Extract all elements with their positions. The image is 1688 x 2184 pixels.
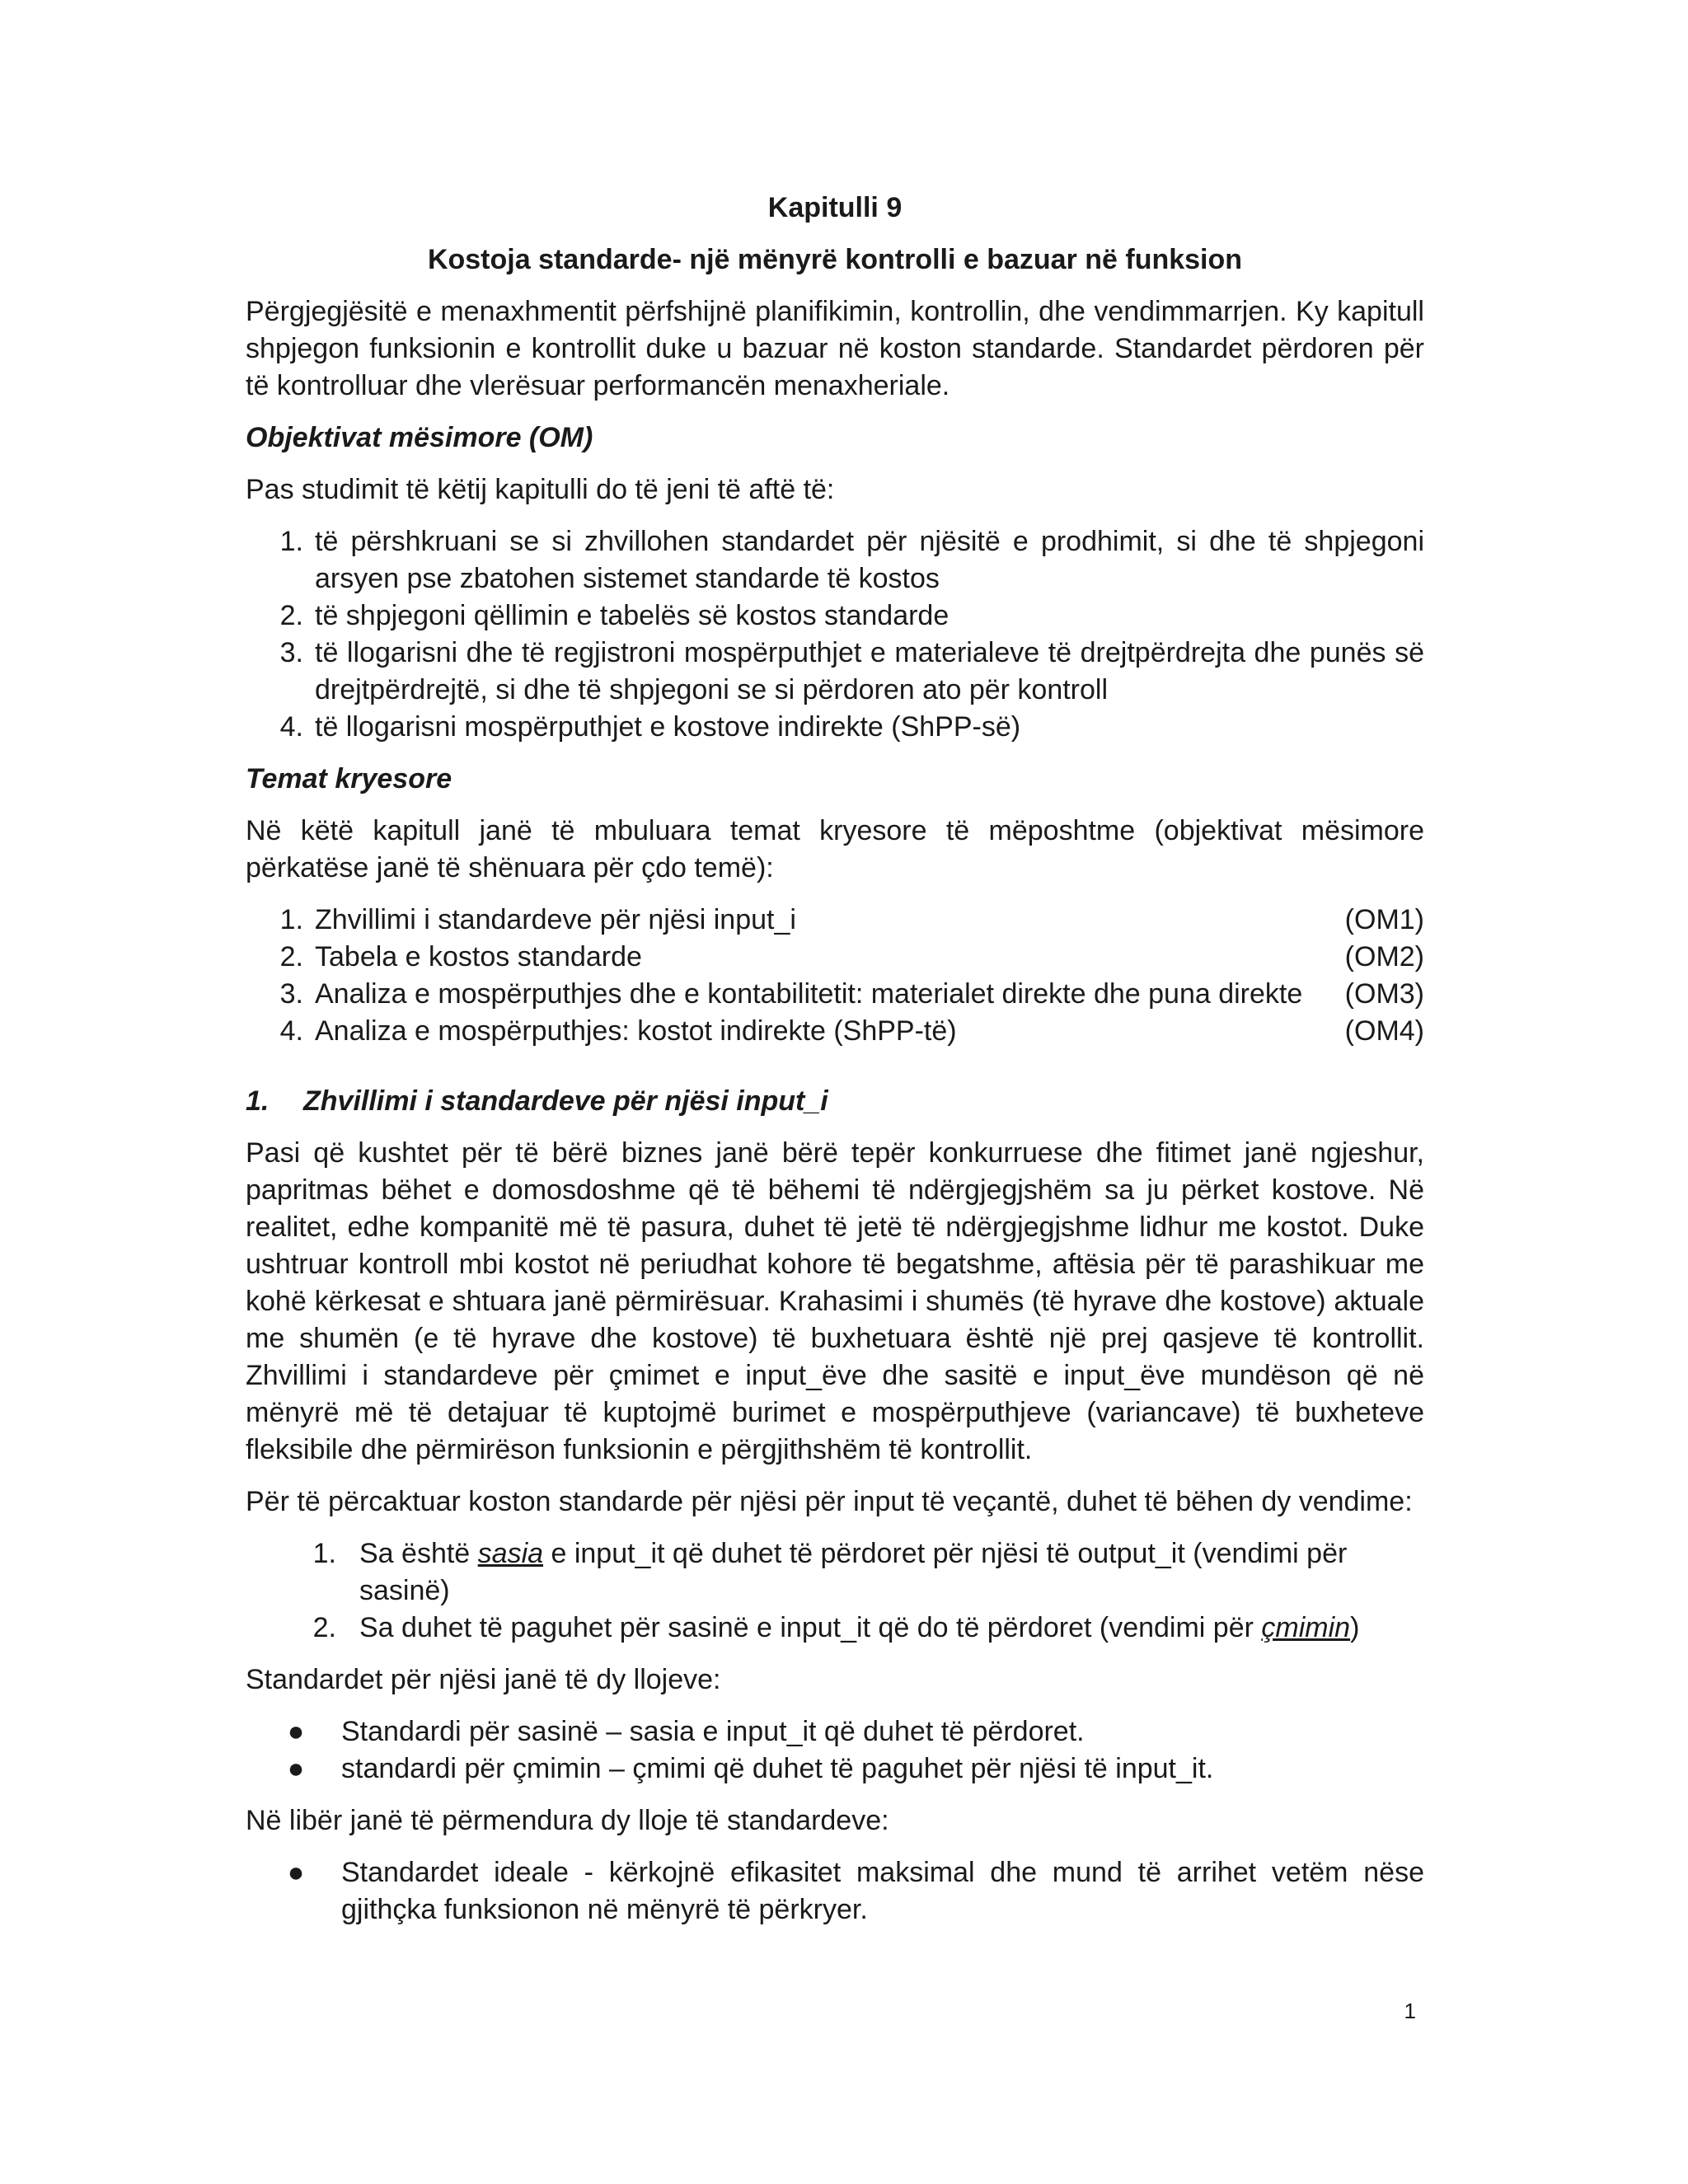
standard-types-list [246,1854,1424,1929]
list-item: 4. të llogarisni mospërputhjet e kostove indirekte (ShPP-së) [279,711,1021,743]
topics-lead: Në këtë kapitull janë të mbuluara temat kryesore të mëposhtme (objektivat mësimore përkatëse janë të shënuara për çdo temë): [246,815,1424,883]
objectives-lead: Pas studimit të këtij kapitulli do të jeni të aftë të: [246,474,835,505]
section-title: Zhvillimi i standardeve për njësi input_i [303,1085,828,1117]
bullet-icon: ● [287,1753,305,1784]
section-paragraph-2: Për të përcaktuar koston standarde për njësi për input të veçantë, duhet të bëhen dy vendime: [246,1486,1413,1517]
decisions-list [246,1535,1424,1647]
list-item: ● Standardet ideale - kërkojnë efikasitet maksimal dhe mund të arrihet vetëm nëse gjithçka funksionon në mënyrë të përkryer. [246,1854,1424,1929]
chapter-label: Kapitulli 9 [767,192,903,223]
section-paragraph-4: Në libër janë të përmendura dy lloje të standardeve: [246,1805,889,1836]
list-item: 1. Zhvillimi i standardeve për njësi input_i (OM1) [279,904,1424,935]
list-item: 4. Analiza e mospërputhjes: kostot indirekte (ShPP-të) (OM4) [279,1015,1424,1047]
section-number: 1. [246,1085,270,1117]
list-item: ● standardi për çmimin – çmimi që duhet të paguhet për njësi të input_it. [246,1750,1424,1788]
topics-list [246,902,1424,1050]
page-number: 1 [1404,1999,1416,2023]
list-item: 2. të shpjegoni qëllimin e tabelës së kostos standarde [279,600,950,631]
list-item: 2. Sa duhet të paguhet për sasinë e input_it që do të përdoret (vendimi për çmimin) [312,1612,1360,1643]
objectives-heading: Objektivat mësimore (OM) [246,422,593,453]
list-item: 1. të përshkruani se si zhvillohen standardet për njësitë e prodhimit, si dhe të shpjegoni arsyen pse zbatohen sistemet standarde të kostos [279,526,1424,594]
list-item: 3. të llogarisni dhe të regjistroni mospërputhjet e materialeve të drejtpërdrejta dhe punës së drejtpërdrejtë, si dhe të shpjegoni se si përdoren ato për kontroll [279,637,1424,705]
list-item: 2. Tabela e kostos standarde (OM2) [279,941,1424,972]
chapter-title: Kostoja standarde- një mënyrë kontrolli e bazuar në funksion [427,244,1243,275]
section-paragraph-1: Pasi që kushtet për të bërë biznes janë bërë tepër konkurruese dhe fitimet janë ngjeshur, papritmas bëhet e domosdoshme që të bëhemi të ndërgjegjshëm sa ju përket kostove. Në realitet, edhe kompanitë më të pasura, duhet të jetë të ndërgjegjshme lidhur me kostot. Duke ushtruar kontroll mbi kostot në periudhat kohore të begatshme, aftësia për të parashikuar me kohë kërkesat e shtuara janë përmirësuar. Krahasimi i shumës (të hyrave dhe kostove) aktuale me shumën (e të hyrave dhe kostove) të buxhetuara është një prej qasjeve të kontrollit. Zhvillimi i standardeve për çmimet e input_ëve dhe sasitë e input_ëve mundëson që në mënyrë më të detajuar të kuptojmë burimet e mospërputhjeve (variancave) të buxheteve fleksibile dhe përmirëson funksionin e përgjithshëm të kontrollit. [246,1137,1424,1465]
emphasized-term: sasia [477,1538,544,1569]
topics-heading: Temat kryesore [246,763,452,794]
objectives-list [246,523,1424,746]
bullet-icon: ● [287,1716,305,1747]
emphasized-term: çmimin [1261,1612,1351,1643]
list-item: 1. Sa është sasia e input_it që duhet të përdoret për njësi të output_it (vendimi për sasinë) [312,1538,1348,1606]
list-item: ● Standardi për sasinë – sasia e input_it që duhet të përdoret. [246,1713,1424,1750]
section-heading [246,1083,1424,1120]
section-paragraph-3: Standardet për njësi janë të dy llojeve: [246,1664,721,1695]
unit-types-list [246,1713,1424,1788]
list-item: 3. Analiza e mospërputhjes dhe e kontabilitetit: materialet direkte dhe puna direkte (OM3) [279,978,1424,1010]
bullet-icon: ● [287,1857,305,1888]
intro-paragraph: Përgjegjësitë e menaxhmentit përfshijnë planifikimin, kontrollin, dhe vendimmarrjen. Ky kapitull shpjegon funksionin e kontrollit duke u bazuar në koston standarde. Standardet përdoren për të kontrolluar dhe vlerësuar performancën menaxheriale. [246,296,1424,401]
document-page [246,190,1424,1943]
